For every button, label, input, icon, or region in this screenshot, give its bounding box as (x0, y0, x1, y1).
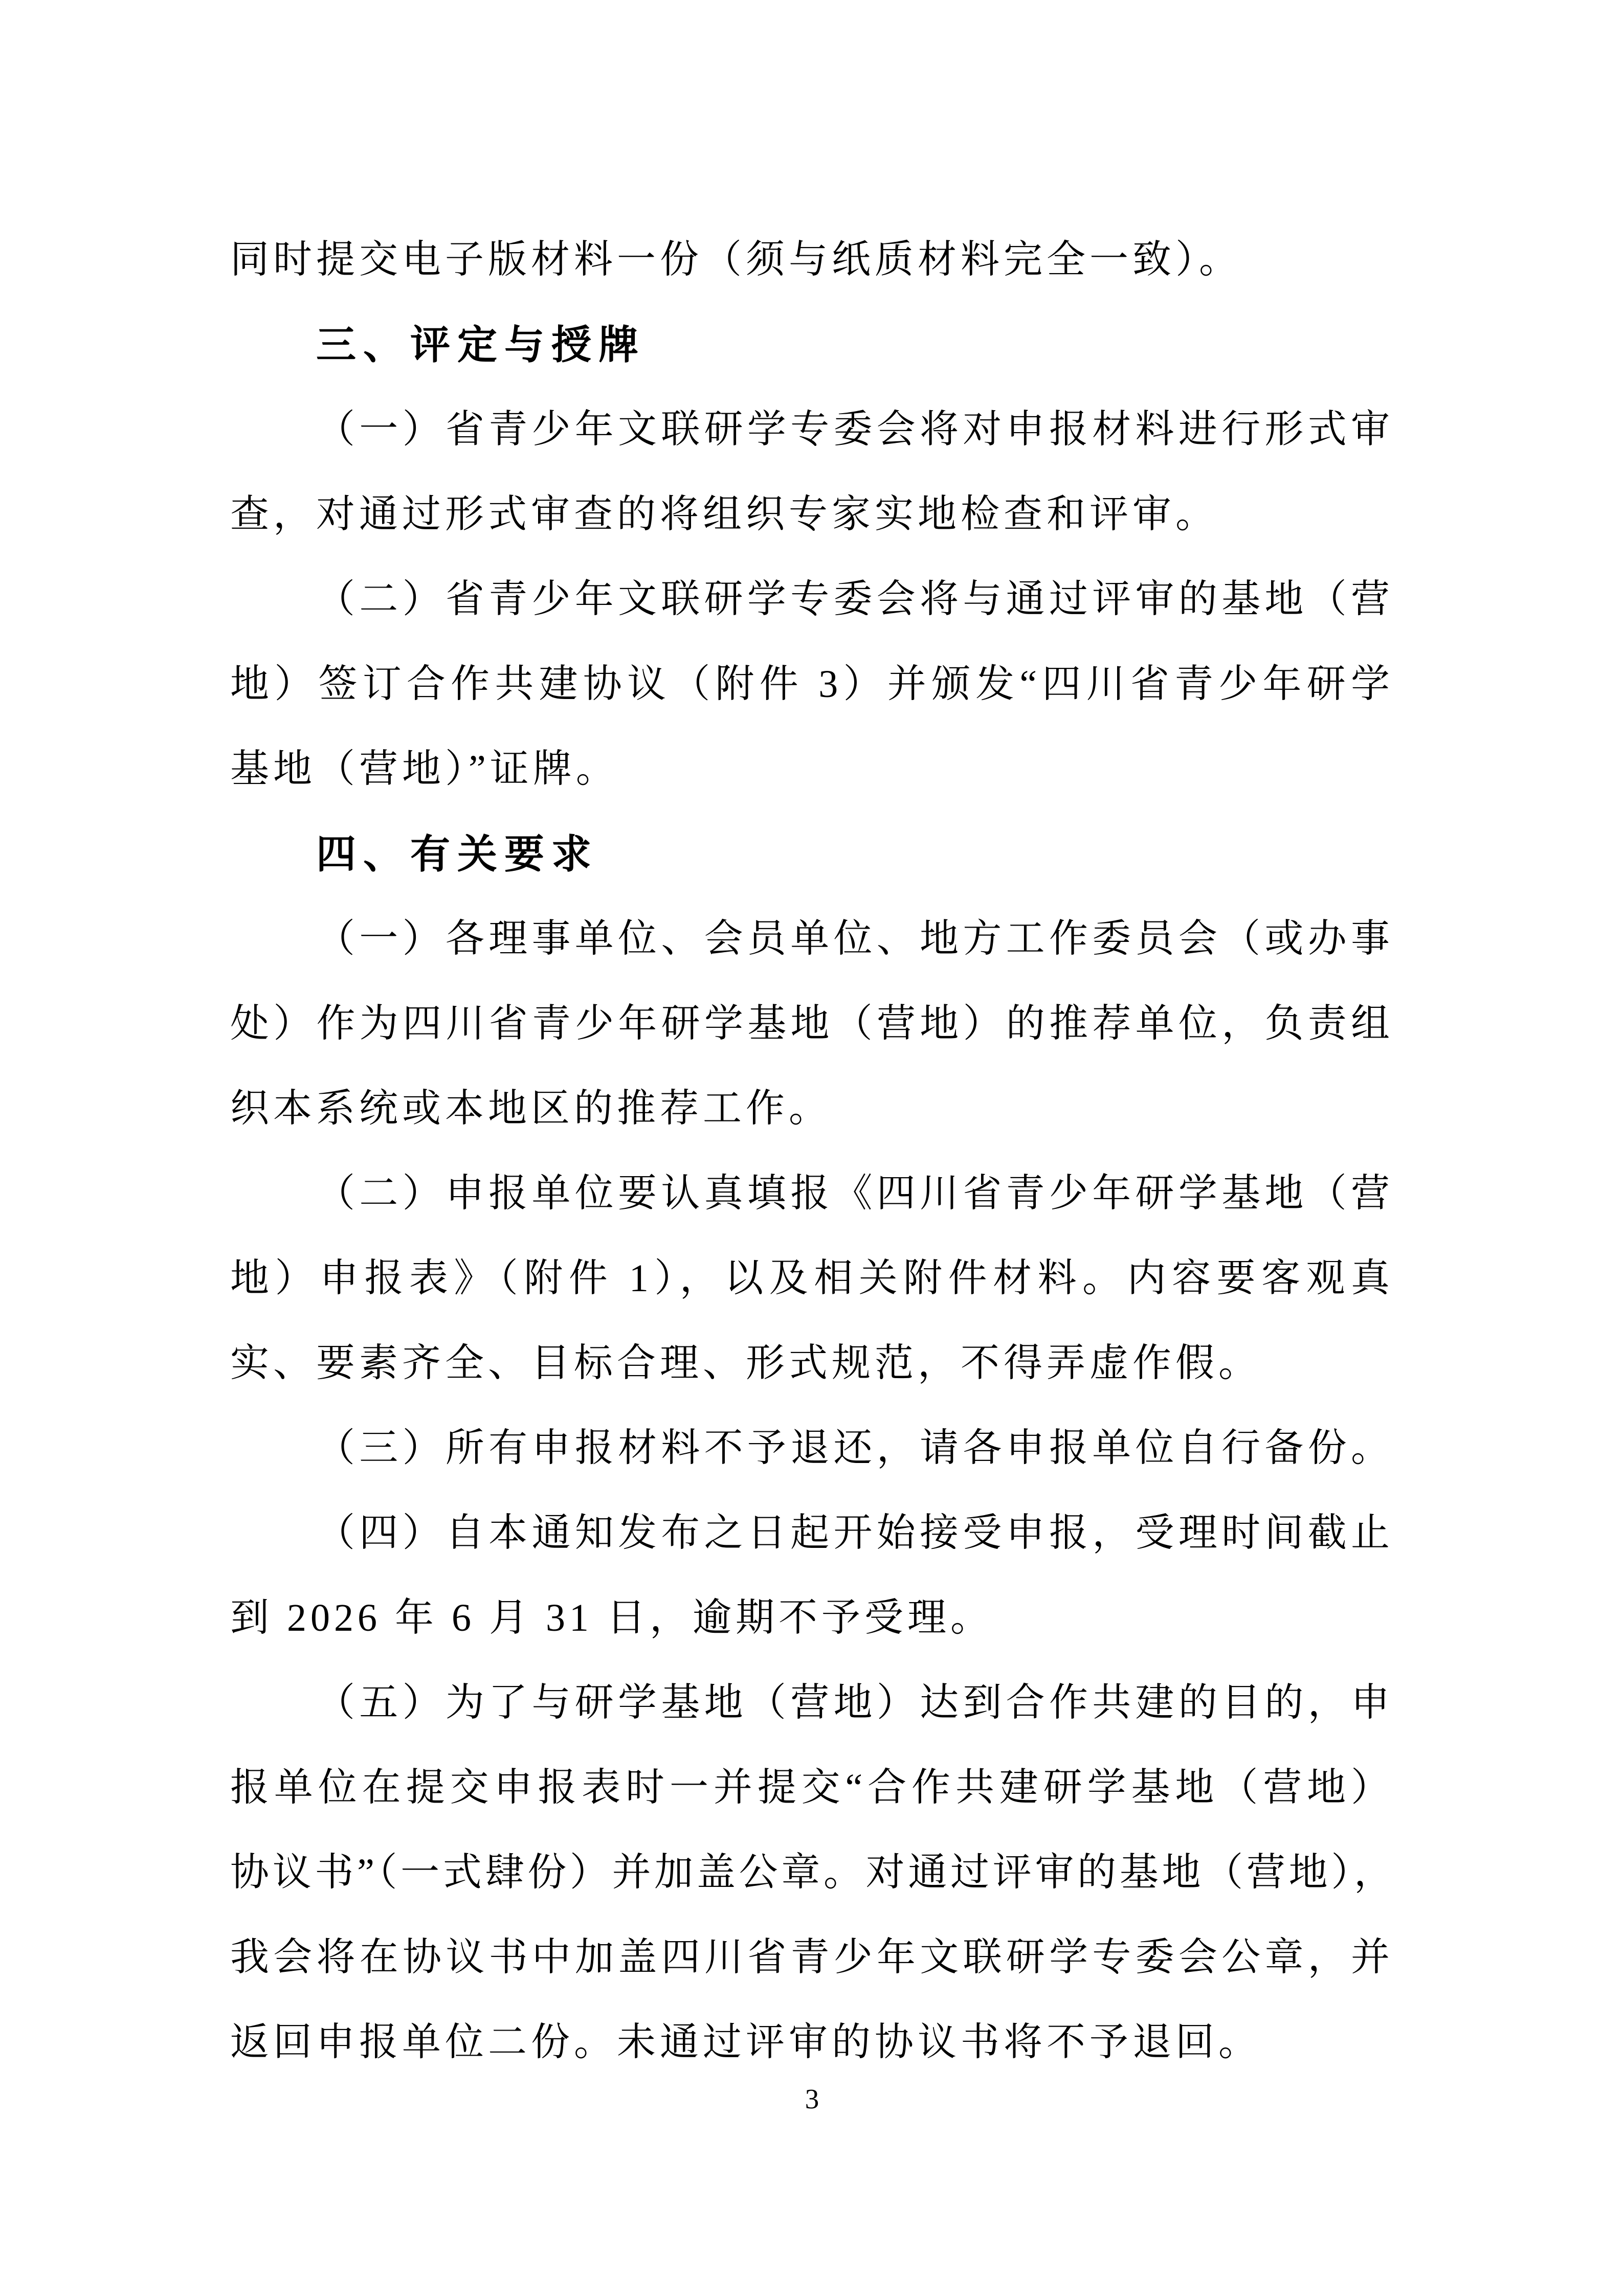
text-line: 处）作为四川省青少年研学基地（营地）的推荐单位，负责组 (230, 1002, 1394, 1045)
text-line: 报单位在提交申报表时一并提交“合作共建研学基地（营地） (230, 1766, 1394, 1809)
section-heading: 三、评定与授牌 (316, 322, 646, 367)
text-line: 实、要素齐全、目标合理、形式规范，不得弄虚作假。 (230, 1342, 1261, 1385)
text-line: 协议书”（一式肆份）并加盖公章。对通过评审的基地（营地）， (230, 1851, 1394, 1894)
text-line: 返回申报单位二份。未通过评审的协议书将不予退回。 (230, 2021, 1261, 2064)
text-line: （一）省青少年文联研学专委会将对申报材料进行形式审 (316, 408, 1394, 451)
text-line: 地）申报表》（附件 1），以及相关附件材料。内容要客观真 (230, 1257, 1394, 1300)
text-line: （二）申报单位要认真填报《四川省青少年研学基地（营 (316, 1172, 1394, 1215)
text-line: 查，对通过形式审查的将组织专家实地检查和评审。 (230, 493, 1218, 536)
text-line: （三）所有申报材料不予退还，请各申报单位自行备份。 (316, 1427, 1394, 1470)
text-line: （五）为了与研学基地（营地）达到合作共建的目的，申 (316, 1681, 1394, 1724)
text-line: 我会将在协议书中加盖四川省青少年文联研学专委会公章，并 (230, 1936, 1394, 1979)
text-line: 地）签订合作共建协议（附件 3）并颁发“四川省青少年研学 (230, 663, 1394, 706)
text-line: （四）自本通知发布之日起开始接受申报，受理时间截止 (316, 1512, 1394, 1555)
section-heading: 四、有关要求 (316, 831, 599, 876)
text-line: 织本系统或本地区的推荐工作。 (230, 1087, 832, 1130)
document-body (230, 217, 1394, 2085)
text-line: 基地（营地）”证牌。 (230, 748, 619, 791)
text-line: 同时提交电子版材料一份（须与纸质材料完全一致）。 (230, 238, 1242, 281)
page-number: 3 (805, 2083, 819, 2114)
text-line: 到 2026 年 6 月 31 日，逾期不予受理。 (230, 1596, 993, 1639)
text-line: （一）各理事单位、会员单位、地方工作委员会（或办事 (316, 917, 1394, 960)
text-line: （二）省青少年文联研学专委会将与通过评审的基地（营 (316, 578, 1394, 621)
